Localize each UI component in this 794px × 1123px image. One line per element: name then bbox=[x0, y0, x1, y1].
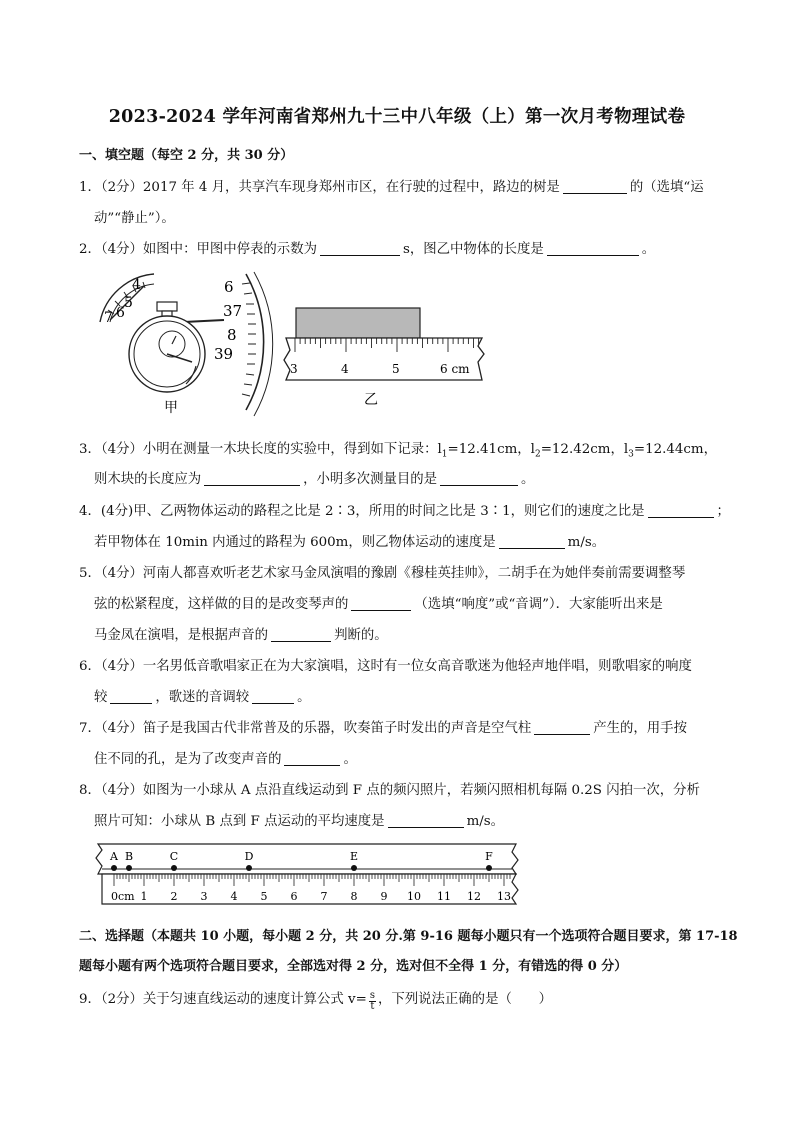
figure-caption-jia: 甲 bbox=[164, 400, 178, 416]
question-4-line-2: 若甲物体在 10min 内通过的路程为 600m，则乙物体运动的速度是 m/s。 bbox=[94, 535, 606, 550]
question-4-line-1: 4．(4分)甲、乙两物体运动的路程之比是 2∶3，所用的时间之比是 3∶1，则它们的速度之比是 ； bbox=[79, 504, 730, 519]
strobe-ball-point bbox=[486, 865, 492, 871]
dial-inner-number: 7 bbox=[104, 310, 113, 326]
question-8-line-2: 照片可知：小球从 B 点到 F 点运动的平均速度是 m/s。 bbox=[94, 814, 505, 829]
ruler-tick-label: 9 bbox=[380, 890, 388, 903]
question-5-line-2: 弦的松紧程度，这样做的目的是改变琴声的 （选填“响度”或“音调”）．大家能听出来是 bbox=[94, 597, 663, 612]
strobe-ruler-figure bbox=[92, 842, 522, 906]
question-7-line-1: 7．（4分）笛子是我国古代非常普及的乐器，吹奏笛子时发出的声音是空气柱 产生的，用手按 bbox=[79, 721, 687, 736]
strobe-point-label: D bbox=[244, 850, 254, 863]
ruler-tick-label: 1 bbox=[140, 890, 148, 903]
ruler-tick-label: 11 bbox=[437, 890, 451, 903]
answer-blank[interactable] bbox=[271, 627, 331, 642]
answer-blank[interactable] bbox=[499, 534, 565, 549]
dial-outer-number: 6 bbox=[224, 278, 234, 296]
ruler-tick-label: 2 bbox=[170, 890, 178, 903]
ruler-tick-label: 6 bbox=[290, 890, 298, 903]
question-1-line-1: 1．（2分）2017 年 4 月，共享汽车现身郑州市区，在行驶的过程中，路边的树是 的（选填“运 bbox=[79, 180, 704, 195]
section-2-heading-line-1: 二、选择题（本题共 10 小题，每小题 2 分，共 20 分.第 9-16 题每小题只有一个选项符合题目要求，第 17-18 bbox=[79, 929, 738, 944]
strobe-ball-point bbox=[351, 865, 357, 871]
dial-inner-number: 4 bbox=[132, 277, 141, 293]
section-1-heading: 一、填空题（每空 2 分，共 30 分） bbox=[79, 148, 294, 163]
page-title: 2023-2024 学年河南省郑州九十三中八年级（上）第一次月考物理试卷 bbox=[108, 107, 686, 127]
answer-blank[interactable] bbox=[534, 720, 590, 735]
answer-blank[interactable] bbox=[284, 751, 340, 766]
strobe-point-label: E bbox=[349, 850, 359, 863]
question-7-line-2: 住不同的孔，是为了改变声音的 。 bbox=[94, 752, 357, 767]
strobe-point-label: A bbox=[110, 850, 118, 863]
answer-blank[interactable] bbox=[547, 241, 639, 256]
dial-outer-number: 37 bbox=[223, 302, 243, 320]
question-6-line-1: 6．（4分）一名男低音歌唱家正在为大家演唱，这时有一位女高音歌迷为他轻声地伴唱，则歌唱家的响度 bbox=[79, 659, 692, 674]
answer-blank[interactable] bbox=[388, 813, 464, 828]
ruler-tick-label: 13 bbox=[497, 890, 511, 903]
answer-blank[interactable] bbox=[351, 596, 411, 611]
ruler-tick-label: 8 bbox=[350, 890, 358, 903]
answer-blank[interactable] bbox=[320, 241, 400, 256]
answer-blank[interactable] bbox=[563, 179, 627, 194]
figure-caption-yi: 乙 bbox=[364, 392, 378, 408]
question-5-line-3: 马金凤在演唱，是根据声音的 判断的。 bbox=[94, 628, 388, 643]
dial-outer-number: 39 bbox=[214, 345, 234, 363]
answer-blank[interactable] bbox=[648, 503, 714, 518]
ruler-tick-label: 5 bbox=[260, 890, 268, 903]
question-3-line-2: 则木块的长度应为 ，小明多次测量目的是 。 bbox=[94, 472, 535, 487]
ruler-tick-label: 5 bbox=[392, 362, 400, 376]
answer-blank[interactable] bbox=[110, 689, 152, 704]
ruler-tick-label: 10 bbox=[407, 890, 421, 903]
question-6-line-2: 较 ，歌迷的音调较 。 bbox=[94, 690, 311, 705]
question-5-line-1: 5．（4分）河南人都喜欢听老艺术家马金凤演唱的豫剧《穆桂英挂帅》，二胡手在为她伴奏前需要调整琴 bbox=[79, 566, 686, 581]
dial-inner-number: 5 bbox=[124, 295, 133, 311]
strobe-ball-point bbox=[171, 865, 177, 871]
question-9: 9．（2分）关于匀速直线运动的速度计算公式 v= $\frac{s}{t}$ ，下列说法正确的是（ ） bbox=[79, 990, 553, 1012]
stopwatch-figure bbox=[96, 270, 286, 420]
ruler-tick-label: 12 bbox=[467, 890, 481, 903]
question-8-line-1: 8．（4分）如图为一小球从 A 点沿直线运动到 F 点的频闪照片，若频闪照相机每隔 0.2S 闪拍一次，分析 bbox=[79, 783, 700, 798]
ruler-tick-label: 4 bbox=[341, 362, 349, 376]
answer-blank[interactable] bbox=[252, 689, 294, 704]
strobe-point-label: B bbox=[124, 850, 134, 863]
strobe-ball-point bbox=[246, 865, 252, 871]
answer-blank[interactable] bbox=[440, 471, 518, 486]
ruler-tick-label: 3 bbox=[200, 890, 208, 903]
ruler-tick-label: 6 cm bbox=[440, 362, 470, 376]
question-3-line-1: 3．（4分）小明在测量一木块长度的实验中，得到如下记录：$l_1=12.41cm$，$l_2=12.42cm$，$l_3=12.44cm$， bbox=[79, 442, 718, 460]
dial-outer-number: 8 bbox=[227, 326, 237, 344]
ruler-tick-label: 3 bbox=[290, 362, 298, 376]
ruler-figure-b bbox=[282, 300, 492, 410]
section-2-heading-line-2: 题每小题有两个选项符合题目要求，全部选对得 2 分，选对但不全得 1 分，有错选的得 0 分） bbox=[79, 959, 628, 974]
formula-fraction: $\frac{s}{t}$ bbox=[369, 990, 375, 1012]
strobe-ball-point bbox=[126, 865, 132, 871]
question-1-line-2: 动”“静止”）。 bbox=[94, 211, 175, 226]
question-2: 2．（4分）如图中：甲图中停表的示数为 s，图乙中物体的长度是 。 bbox=[79, 242, 656, 257]
strobe-point-label: F bbox=[485, 850, 493, 863]
ruler-tick-label: 4 bbox=[230, 890, 238, 903]
strobe-ball-point bbox=[111, 865, 117, 871]
dial-inner-number: 6 bbox=[116, 305, 125, 321]
strobe-point-label: C bbox=[169, 850, 179, 863]
answer-blank[interactable] bbox=[204, 471, 300, 486]
ruler-unit-label: 0cm bbox=[111, 890, 135, 903]
ruler-tick-label: 7 bbox=[320, 890, 328, 903]
